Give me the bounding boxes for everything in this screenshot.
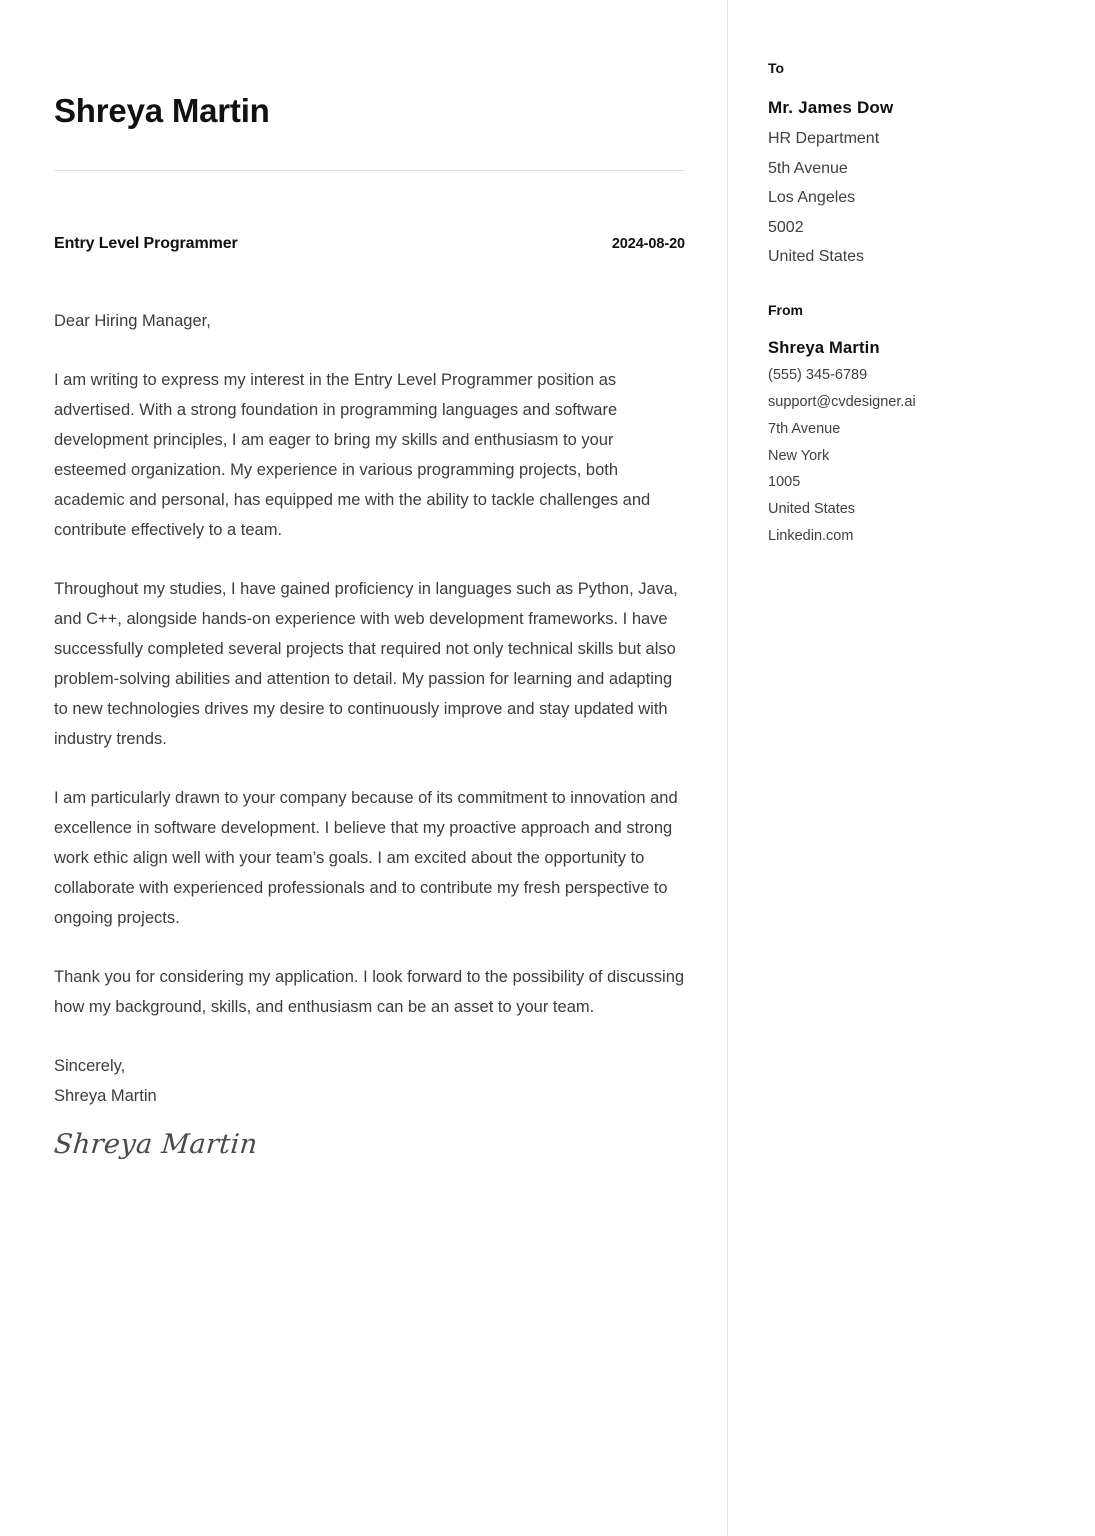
recipient-line: Los Angeles bbox=[768, 189, 856, 207]
recipient-line: 5th Avenue bbox=[768, 159, 848, 177]
letter-date: 2024-08-20 bbox=[611, 235, 685, 252]
recipient-line: HR Department bbox=[768, 130, 880, 148]
recipient-line: United States bbox=[768, 248, 865, 266]
sender-email: support@cvdesigner.ai bbox=[768, 394, 916, 411]
sender-phone: (555) 345-6789 bbox=[768, 367, 868, 384]
signature-script: Shreya Martin bbox=[52, 1128, 259, 1160]
to-section-label: To bbox=[768, 60, 785, 76]
body-paragraph-1: I am writing to express my interest in the Entry Level Programmer position as advertised. With a strong foundation in programming languages and software development principles, I am eager to bring my skills and enthusiasm to your esteemed organization. My experience in various programming projects, both academic and personal, has equipped me with the ability to tackle challenges and contribute effectively to a team. bbox=[54, 370, 651, 539]
closing-block bbox=[54, 1051, 685, 1111]
page-title: Shreya Martin bbox=[54, 92, 270, 129]
job-title: Entry Level Programmer bbox=[54, 234, 238, 252]
header-divider-rule bbox=[54, 170, 685, 171]
body-paragraph-2: Throughout my studies, I have gained proficiency in languages such as Python, Java, and C++, alongside hands-on experience with web development frameworks. I have successfully completed several projects that required not only technical skills but also problem-solving abilities and attention to detail. My passion for learning and adapting to new technologies drives my desire to continuously improve and stay updated with industry trends. bbox=[54, 579, 678, 748]
recipient-name: Mr. James Dow bbox=[768, 98, 894, 118]
body-paragraph-4: Thank you for considering my application. I look forward to the possibility of discussing how my background, skills, and enthusiasm can be an asset to your team. bbox=[54, 967, 685, 1016]
sender-street: 7th Avenue bbox=[768, 420, 841, 437]
sender-name: Shreya Martin bbox=[768, 338, 880, 357]
recipient-line: 5002 bbox=[768, 218, 804, 236]
recipient-address-block bbox=[768, 124, 1075, 272]
from-section-label: From bbox=[768, 301, 803, 318]
sender-postal-code: 1005 bbox=[768, 474, 801, 491]
column-divider bbox=[727, 0, 728, 1536]
closing-signer-name: Shreya Martin bbox=[54, 1086, 157, 1105]
sender-city: New York bbox=[768, 447, 830, 464]
salutation: Dear Hiring Manager, bbox=[54, 311, 211, 330]
sender-linkedin: Linkedin.com bbox=[768, 528, 854, 545]
sender-country: United States bbox=[768, 501, 856, 518]
subject-row bbox=[54, 235, 685, 253]
closing-salutation: Sincerely, bbox=[54, 1056, 126, 1075]
letter-sidebar-column bbox=[727, 0, 1095, 1536]
sender-contact-block bbox=[768, 362, 1075, 550]
body-paragraph-3: I am particularly drawn to your company because of its commitment to innovation and excellence in software development. I believe that my proactive approach and strong work ethic align well with your team’s goals. I am excited about the opportunity to collaborate with experienced professionals and to contribute my fresh perspective to ongoing projects. bbox=[54, 788, 678, 927]
